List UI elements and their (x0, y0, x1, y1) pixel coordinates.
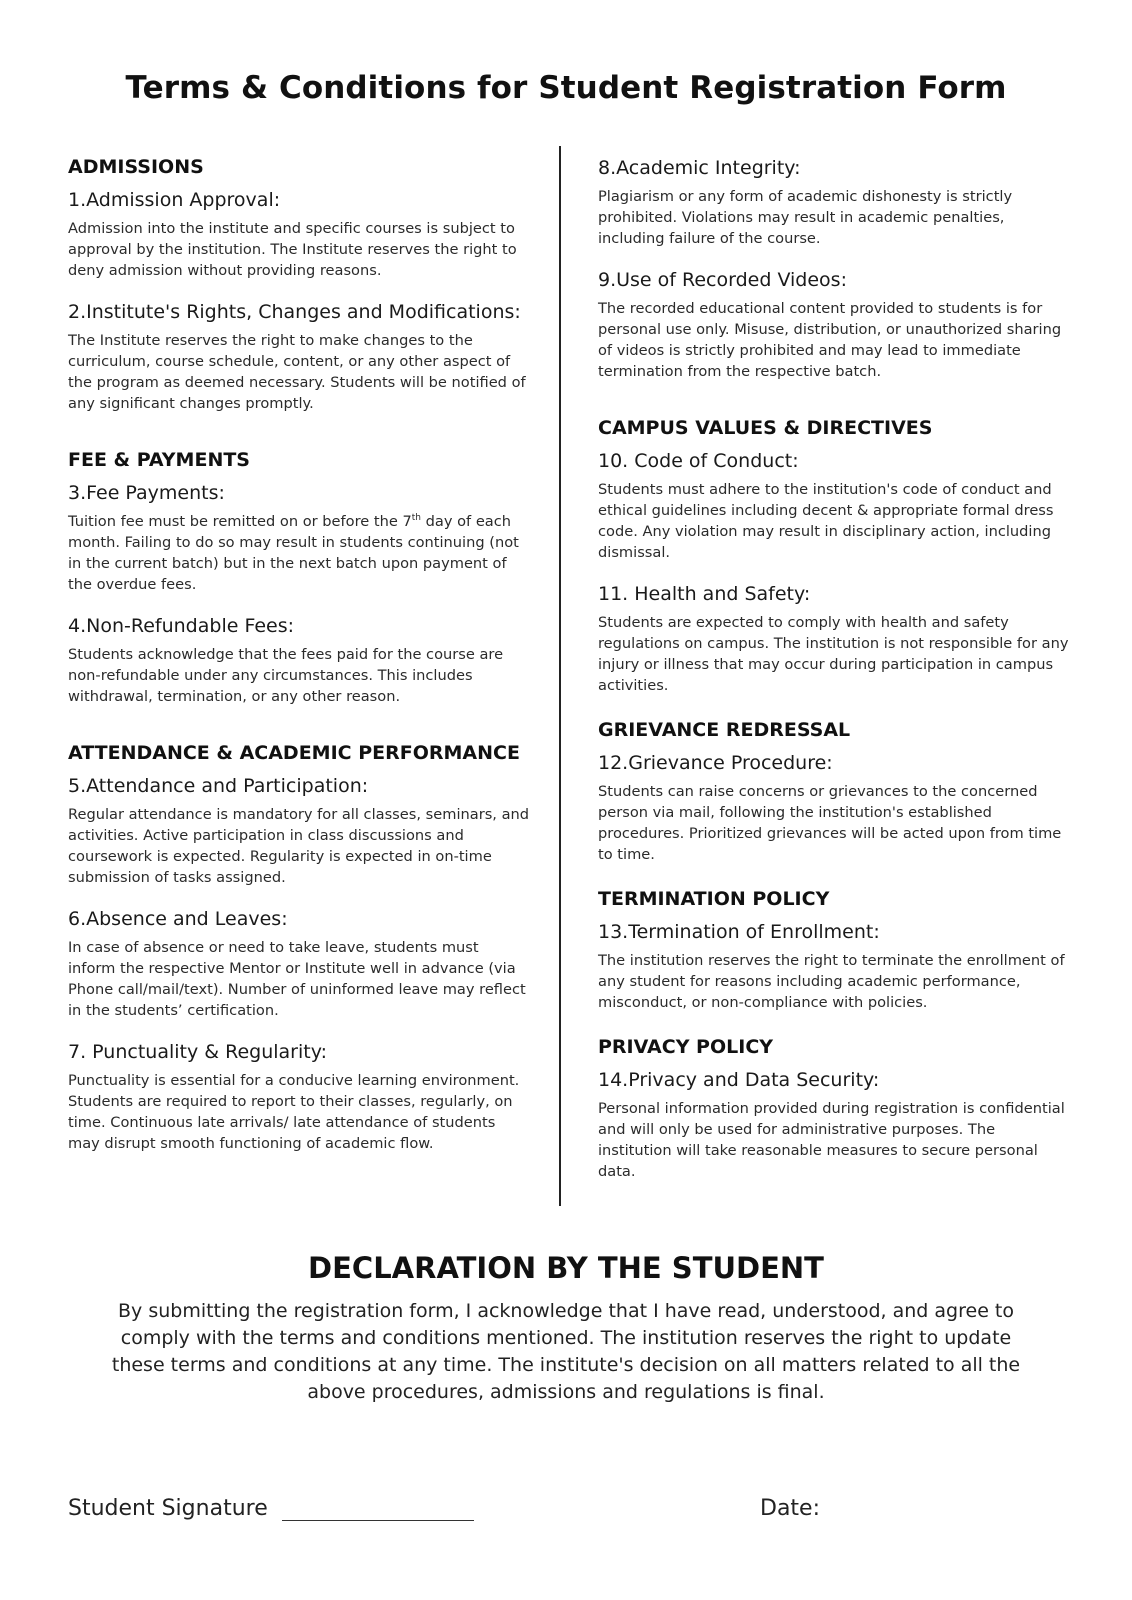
section-heading-fees: FEE & PAYMENTS (68, 449, 250, 471)
term-body-11: Students are expected to comply with health and safety regulations on campus. The institution is not responsible for any injury or illness that may occur during participation in campus activities. (598, 614, 1069, 694)
term-body-3-part1: Tuition fee must be remitted on or before the 7 (68, 513, 412, 530)
section-heading-campus: CAMPUS VALUES & DIRECTIVES (598, 417, 933, 439)
term-title-13: 13.Termination of Enrollment: (598, 921, 880, 943)
term-title-14: 14.Privacy and Data Security: (598, 1069, 880, 1091)
declaration-body: By submitting the registration form, I acknowledge that I have read, understood, and agree to comply with the terms and conditions mentioned. The institution reserves the right to update these terms and conditions at any time. The institute's decision on all matters related to all the above procedures, admissions and regulations is final. (111, 1300, 1021, 1403)
term-body-14: Personal information provided during registration is confidential and will only be used for administrative purposes. The institution will take reasonable measures to secure personal data. (598, 1100, 1065, 1180)
term-body-3-part2: day of each month. Failing to do so may result in students continuing (not in the current batch) but in the next batch upon payment of the overdue fees. (68, 513, 519, 593)
term-body-5: Regular attendance is mandatory for all classes, seminars, and activities. Active participation in class discussions and coursework is expected. Regularity is expected in on-time submission of tasks assigned. (68, 806, 530, 886)
term-body-13: The institution reserves the right to terminate the enrollment of any student for reasons including academic performance, misconduct, or non-compliance with policies. (598, 952, 1065, 1011)
term-body-7: Punctuality is essential for a conducive learning environment. Students are required to report to their classes, regularly, on time. Continuous late arrivals/ late attendance of students may disrupt smooth functioning of academic flow. (68, 1072, 520, 1152)
section-heading-attendance: ATTENDANCE & ACADEMIC PERFORMANCE (68, 742, 520, 764)
term-title-3: 3.Fee Payments: (68, 482, 225, 504)
left-column (68, 155, 530, 1154)
section-heading-grievance: GRIEVANCE REDRESSAL (598, 719, 851, 741)
term-title-12: 12.Grievance Procedure: (598, 752, 833, 774)
term-title-5: 5.Attendance and Participation: (68, 775, 369, 797)
declaration-title: DECLARATION BY THE STUDENT (308, 1251, 824, 1285)
term-title-9: 9.Use of Recorded Videos: (598, 269, 847, 291)
signature-label: Student Signature (68, 1496, 268, 1521)
ordinal-suffix: th (411, 513, 421, 524)
term-body-9: The recorded educational content provided to students is for personal use only. Misuse, distribution, or unauthorized sharing of videos is strictly prohibited and may lead to immediate termination from the respective batch. (598, 300, 1062, 380)
term-title-4: 4.Non-Refundable Fees: (68, 615, 295, 637)
term-body-8: Plagiarism or any form of academic dishonesty is strictly prohibited. Violations may result in academic penalties, including failure of the course. (598, 188, 1013, 247)
term-title-1: 1.Admission Approval: (68, 189, 281, 211)
term-title-2: 2.Institute's Rights, Changes and Modifications: (68, 301, 521, 323)
right-column (598, 155, 1070, 1182)
document-title: Terms & Conditions for Student Registration Form (125, 70, 1007, 106)
section-heading-admissions: ADMISSIONS (68, 156, 204, 178)
date-label: Date: (760, 1496, 820, 1521)
term-title-7: 7. Punctuality & Regularity: (68, 1041, 327, 1063)
term-body-1: Admission into the institute and specific courses is subject to approval by the institution. The Institute reserves the right to deny admission without providing reasons. (68, 220, 517, 279)
term-body-2: The Institute reserves the right to make changes to the curriculum, course schedule, content, or any other aspect of the program as deemed necessary. Students will be notified of any significant changes promptly. (68, 332, 526, 412)
term-title-8: 8.Academic Integrity: (598, 157, 801, 179)
term-title-6: 6.Absence and Leaves: (68, 908, 288, 930)
column-divider (559, 146, 561, 1206)
section-heading-privacy: PRIVACY POLICY (598, 1036, 774, 1058)
signature-line[interactable] (282, 1520, 474, 1521)
term-body-4: Students acknowledge that the fees paid for the course are non-refundable under any circumstances. This includes withdrawal, termination, or any other reason. (68, 646, 504, 705)
term-title-10: 10. Code of Conduct: (598, 450, 799, 472)
term-body-10: Students must adhere to the institution's code of conduct and ethical guidelines including decent & appropriate formal dress code. Any violation may result in disciplinary action, including dismissal. (598, 481, 1054, 561)
term-body-12: Students can raise concerns or grievances to the concerned person via mail, following the institution's established procedures. Prioritized grievances will be acted upon from time to time. (598, 783, 1062, 863)
term-body-3 (68, 511, 530, 595)
term-title-11: 11. Health and Safety: (598, 583, 811, 605)
section-heading-termination: TERMINATION POLICY (598, 888, 830, 910)
term-body-6: In case of absence or need to take leave, students must inform the respective Mentor or Institute well in advance (via Phone call/mail/text). Number of uninformed leave may reflect in the students’ certification. (68, 939, 526, 1019)
